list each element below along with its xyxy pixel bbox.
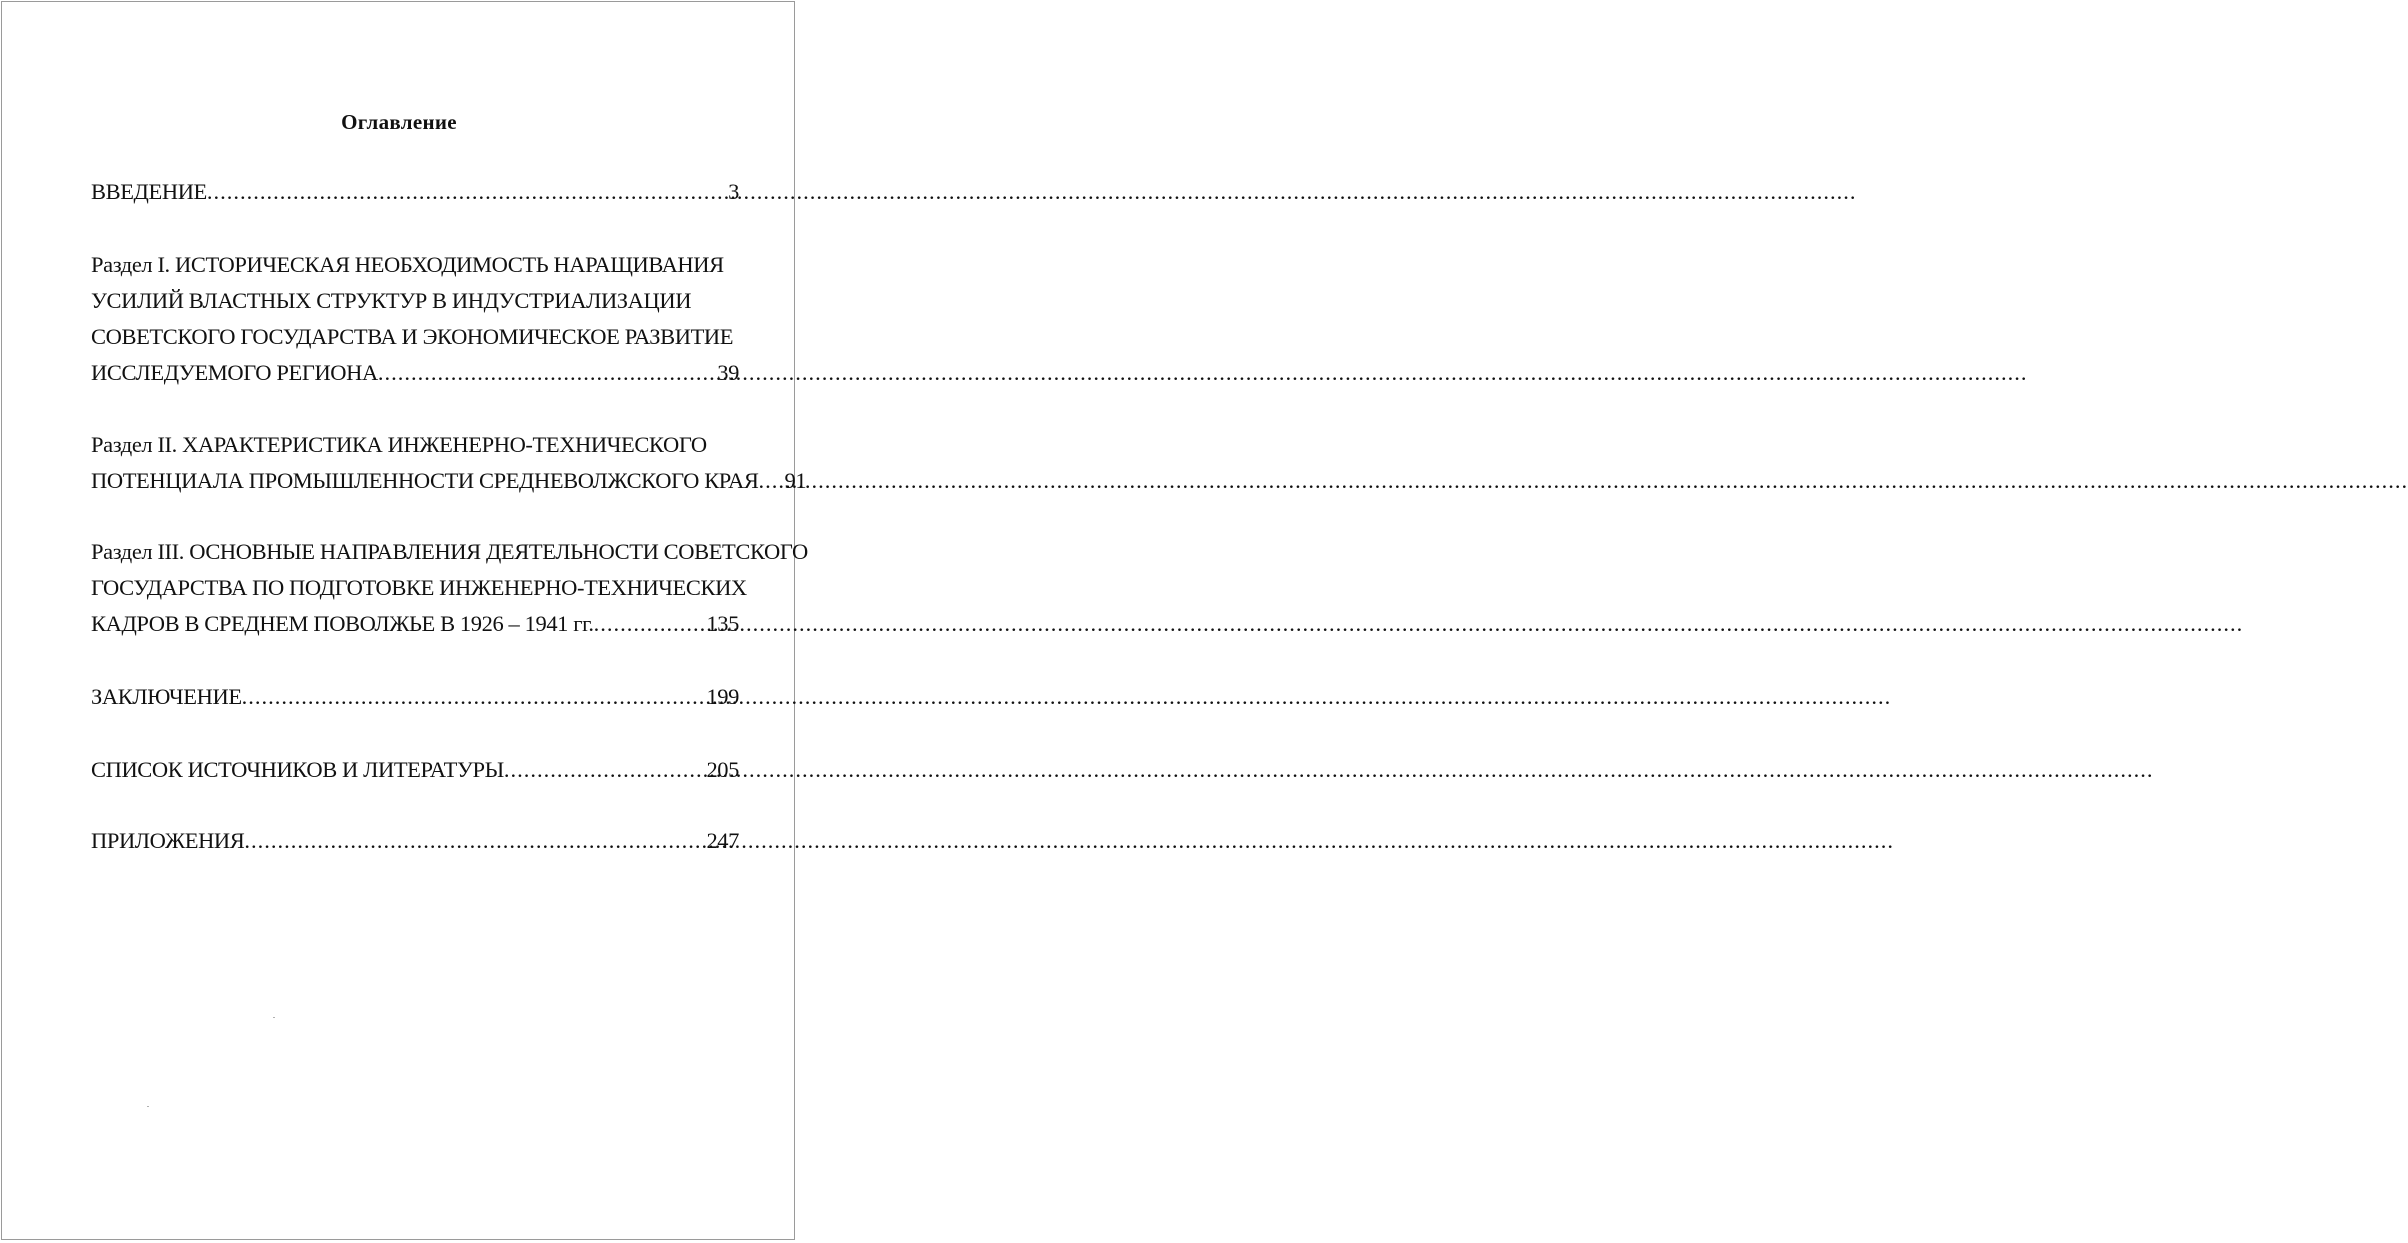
dot-leader: [242, 679, 707, 715]
toc-entry-last-line: [91, 679, 739, 715]
toc-entry-section-1[interactable]: [91, 247, 739, 391]
toc-entry-title: СПИСОК ИСТОЧНИКОВ И ЛИТЕРАТУРЫ: [91, 757, 504, 782]
dot-leader: [207, 174, 728, 210]
toc-entry-title: ИССЛЕДУЕМОГО РЕГИОНА: [91, 360, 378, 385]
toc-entry-last-line: [91, 355, 739, 391]
toc-entry-conclusion[interactable]: [91, 679, 739, 715]
page-title: Оглавление: [341, 110, 457, 134]
dot-leader: [378, 355, 717, 391]
dot-leader: [594, 606, 707, 642]
toc-page-number: 199: [706, 684, 739, 709]
toc-entry-line: Раздел III. ОСНОВНЫЕ НАПРАВЛЕНИЯ ДЕЯТЕЛЬНОСТИ СОВЕТСКОГО: [91, 539, 808, 564]
toc-entry-title: ПРИЛОЖЕНИЯ: [91, 828, 245, 853]
toc-entry-line: Раздел I. ИСТОРИЧЕСКАЯ НЕОБХОДИМОСТЬ НАРАЩИВАНИЯ: [91, 252, 724, 277]
toc-page-number: 3: [728, 179, 739, 204]
toc-page-number: 205: [706, 757, 739, 782]
toc-page-number: 39: [717, 360, 739, 385]
toc-page-number: 135: [706, 611, 739, 636]
dot-leader: [244, 823, 706, 859]
toc-entry-line: УСИЛИЙ ВЛАСТНЫХ СТРУКТУР В ИНДУСТРИАЛИЗАЦИИ: [91, 288, 692, 313]
toc-entry-line: Раздел II. ХАРАКТЕРИСТИКА ИНЖЕНЕРНО-ТЕХНИЧЕСКОГО: [91, 432, 707, 457]
toc-entry-last-line: [91, 752, 739, 788]
toc-entry-last-line: [91, 174, 739, 210]
toc-entry-line: СОВЕТСКОГО ГОСУДАРСТВА И ЭКОНОМИЧЕСКОЕ РАЗВИТИЕ: [91, 324, 734, 349]
toc-entry-section-2[interactable]: [91, 427, 807, 499]
dot-leader: [504, 752, 707, 788]
toc-entry-last-line: [91, 823, 739, 859]
toc-entry-title: ПОТЕНЦИАЛА ПРОМЫШЛЕННОСТИ СРЕДНЕВОЛЖСКОГО КРАЯ: [91, 468, 759, 493]
toc-entry-appendices[interactable]: [91, 823, 739, 859]
toc-entry-section-3[interactable]: [91, 534, 808, 642]
toc-entry-introduction[interactable]: [91, 174, 739, 210]
toc-page-number: 247: [706, 828, 739, 853]
toc-entry-last-line: [91, 463, 807, 499]
dot-leader: [759, 463, 779, 499]
toc-entry-sources[interactable]: [91, 752, 739, 788]
toc-entry-last-line: [91, 606, 739, 642]
toc-entry-title: ЗАКЛЮЧЕНИЕ: [91, 684, 242, 709]
toc-entry-title: ВВЕДЕНИЕ: [91, 179, 207, 204]
scan-speck: [273, 1017, 275, 1018]
toc-entry-title: КАДРОВ В СРЕДНЕМ ПОВОЛЖЬЕ В 1926 – 1941 гг.: [91, 611, 594, 636]
toc-entry-line: ГОСУДАРСТВА ПО ПОДГОТОВКЕ ИНЖЕНЕРНО-ТЕХНИЧЕСКИХ: [91, 575, 747, 600]
toc-page-number: 91: [784, 468, 807, 493]
scan-speck: [147, 1106, 149, 1107]
